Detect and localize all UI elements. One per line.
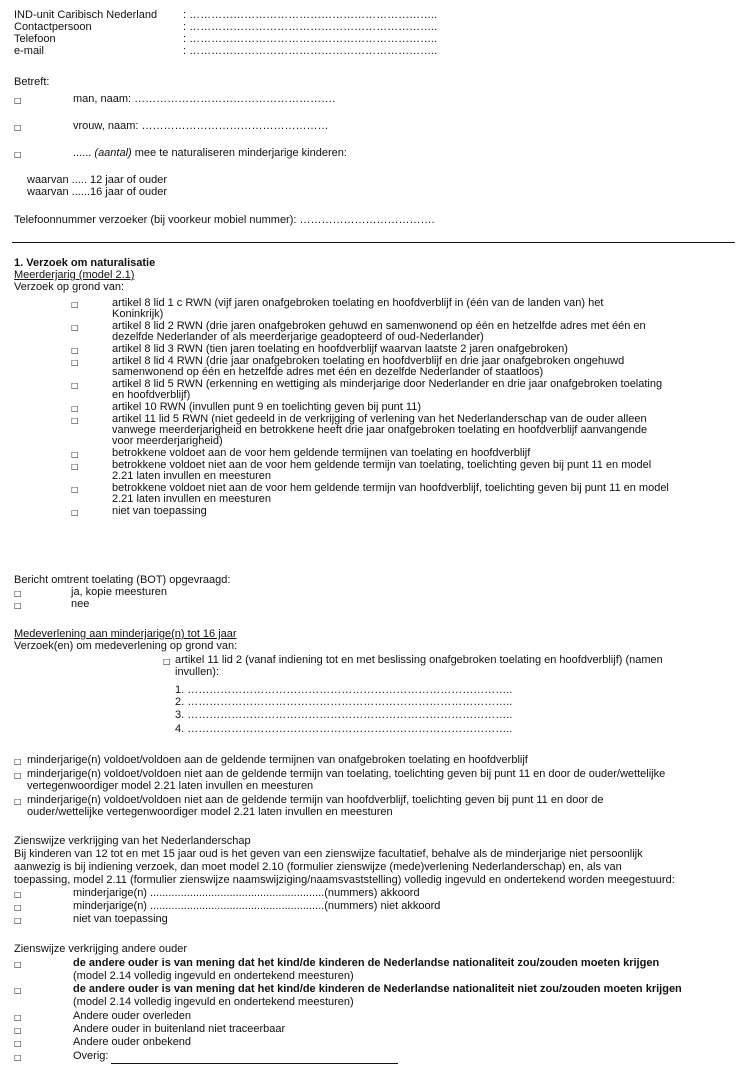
zienswijze-text-2: aanwezig is bij indiening verzoek, dan moet model 2.10 (formulier zienswijze (mede)verlening Nederlanderschap) en, als van <box>14 861 622 873</box>
kinderen-text: mee te naturaliseren minderjarige kinderen: <box>131 147 347 159</box>
medeverlening-option-text: minderjarige(n) voldoet/voldoen niet aan de geldende termijn van toelating, toelichting geven bij punt 11 en door de ouder/wettelijke <box>27 768 666 780</box>
section1-option-text: artikel 10 RWN (invullen punt 9 en toelichting geven bij punt 11) <box>112 401 421 413</box>
section1-option-text: 2.21 laten invullen en meesturen <box>112 470 271 482</box>
artikel-11-lid-2-line1: artikel 11 lid 2 (vanaf indiening tot en met beslissing onafgebroken toelating en hoofdverblijf) (namen <box>175 654 663 666</box>
checkbox-man[interactable]: □ <box>14 96 22 105</box>
medeverlening-grond-label: Verzoek(en) om medeverlening op grond van: <box>14 640 238 652</box>
andere-ouder-niet: de andere ouder is van mening dat het kind/de kinderen de Nederlandse nationaliteit niet zou/zouden moeten krijgen <box>73 983 682 995</box>
section1-option-text: voor meerderjarigheid) <box>112 435 223 447</box>
header-field-ind-unit[interactable]: : ………………………………………………………….. <box>183 9 438 21</box>
header-field-contactpersoon[interactable]: : ………………………………………………………….. <box>183 21 438 33</box>
checkbox-section1-option[interactable]: □ <box>71 462 79 471</box>
checkbox-buitenland[interactable]: □ <box>14 1026 22 1035</box>
checkbox-onbekend[interactable]: □ <box>14 1039 22 1048</box>
medeverlening-option-text: minderjarige(n) voldoet/voldoen aan de geldende termijnen van onafgebroken toelating en hoofdverblijf <box>27 754 528 766</box>
andere-ouder-buitenland: Andere ouder in buitenland niet traceerbaar <box>73 1023 286 1035</box>
andere-ouder-wel-note: (model 2.14 volledig ingevuld en ondertekend meesturen) <box>73 970 354 982</box>
medeverlening-option-text: minderjarige(n) voldoet/voldoen niet aan de geldende termijn van hoofdverblijf, toelichting geven bij punt 11 en door de <box>27 794 604 806</box>
header-label-ind-unit: IND-unit Caribisch Nederland <box>14 9 158 21</box>
checkbox-medeverlening-option[interactable]: □ <box>14 757 22 766</box>
checkbox-section1-option[interactable]: □ <box>71 323 79 332</box>
zienswijze-text-3: toepassing, model 2.11 (formulier zienswijze naamswijziging/naamsvaststelling) volledig ingevuld en ondertekend worden meegestuurd: <box>14 874 675 886</box>
bot-nee: nee <box>71 598 90 610</box>
checkbox-section1-option[interactable]: □ <box>71 485 79 494</box>
section1-option-text: niet van toepassing <box>112 505 207 517</box>
waarvan-16[interactable]: waarvan ......16 jaar of ouder <box>27 186 168 198</box>
betreft-man-name[interactable]: man, naam: ………………………………………………. <box>73 93 336 105</box>
checkbox-medeverlening-option[interactable]: □ <box>14 797 22 806</box>
checkbox-section1-option[interactable]: □ <box>71 381 79 390</box>
medeverlening-heading: Medeverlening aan minderjarige(n) tot 16 jaar <box>14 628 237 640</box>
section-divider <box>12 242 735 243</box>
header-label-contactpersoon: Contactpersoon <box>14 21 92 33</box>
bot-label: Bericht omtrent toelating (BOT) opgevraagd: <box>14 574 231 586</box>
name-field-1[interactable]: 1. …………………………………………………………………………….. <box>175 684 513 696</box>
zienswijze-heading: Zienswijze verkrijging van het Nederlanderschap <box>14 835 251 847</box>
checkbox-section1-option[interactable]: □ <box>71 508 79 517</box>
checkbox-section1-option[interactable]: □ <box>71 404 79 413</box>
andere-ouder-heading: Zienswijze verkrijging andere ouder <box>14 943 188 955</box>
kinderen-aantal: (aantal) <box>94 147 132 159</box>
checkbox-section1-option[interactable]: □ <box>71 346 79 355</box>
checkbox-zienswijze-nvt[interactable]: □ <box>14 916 22 925</box>
section1-option-text: samenwonend op één en hetzelfde adres met één en dezelfde Nederlander of staatloos) <box>112 366 544 378</box>
andere-ouder-onbekend: Andere ouder onbekend <box>73 1036 192 1048</box>
checkbox-section1-option[interactable]: □ <box>71 450 79 459</box>
checkbox-zienswijze-akkoord[interactable]: □ <box>14 890 22 899</box>
name-field-3[interactable]: 3. …………………………………………………………………………….. <box>175 709 513 721</box>
section1-option-text: betrokkene voldoet niet aan de voor hem geldende termijn van hoofdverblijf, toelichting geven bij punt 11 en model <box>112 482 669 494</box>
section1-option-text: artikel 8 lid 2 RWN (drie jaren onafgebroken gehuwd en samenwonend op één en hetzelfde adres met één en <box>112 320 646 332</box>
header-field-email[interactable]: : ………………………………………………………….. <box>183 45 438 57</box>
andere-ouder-wel: de andere ouder is van mening dat het kind/de kinderen de Nederlandse nationaliteit zou/zouden moeten krijgen <box>73 957 660 969</box>
checkbox-bot-nee[interactable]: □ <box>14 601 22 610</box>
zienswijze-niet-akkoord[interactable]: minderjarige(n) .........................................................(nummers) niet akkoord <box>73 900 441 912</box>
section1-option-text: artikel 8 lid 4 RWN (drie jaar onafgebroken toelating en hoofdverblijf en drie jaar onafgebroken ongehuwd <box>112 355 625 367</box>
section1-option-text: 2.21 laten invullen en meesturen <box>112 493 271 505</box>
checkbox-overig[interactable]: □ <box>14 1053 22 1062</box>
header-field-telefoon[interactable]: : ………………………………………………………….. <box>183 33 438 45</box>
section1-option-text: betrokkene voldoet aan de voor hem geldende termijnen van toelating en hoofdverblijf <box>112 447 531 459</box>
section1-option-text: betrokkene voldoet niet aan de voor hem geldende termijn van toelating, toelichting geven bij punt 11 en model <box>112 459 652 471</box>
section1-option-text: dezelfde Nederlander of als meerderjarige geadopteerd of oud-Nederlander) <box>112 331 484 343</box>
meerderjarig-heading: Meerderjarig (model 2.1) <box>14 269 135 281</box>
medeverlening-option-text: vertegenwoordiger model 2.21 laten invullen en meesturen <box>27 780 314 792</box>
checkbox-artikel-11-lid-2[interactable]: □ <box>163 657 171 666</box>
checkbox-vrouw[interactable]: □ <box>14 123 22 132</box>
checkbox-andere-ouder-niet[interactable]: □ <box>14 986 22 995</box>
section1-title: 1. Verzoek om naturalisatie <box>14 257 156 269</box>
section1-option-text: vanwege meerderjarigheid en betrokkene heeft drie jaar onafgebroken toelating en hoofdverblijf aanvangende <box>112 424 648 436</box>
checkbox-section1-option[interactable]: □ <box>71 358 79 367</box>
checkbox-kinderen[interactable]: □ <box>14 150 22 159</box>
kinderen-dots[interactable]: ...... <box>73 147 92 159</box>
name-field-2[interactable]: 2. …………………………………………………………………………….. <box>175 696 513 708</box>
checkbox-medeverlening-option[interactable]: □ <box>14 771 22 780</box>
header-label-telefoon: Telefoon <box>14 33 56 45</box>
section1-option-text: artikel 8 lid 5 RWN (erkenning en wettiging als minderjarige door Nederlander en drie jaar onafgebroken toelating <box>112 378 663 390</box>
telefoon-verzoeker[interactable]: Telefoonnummer verzoeker (bij voorkeur mobiel nummer): ………………………………. <box>14 214 435 226</box>
name-field-4[interactable]: 4. …………………………………………………………………………….. <box>175 723 513 735</box>
betreft-label: Betreft: <box>14 76 50 88</box>
checkbox-section1-option[interactable]: □ <box>71 300 79 309</box>
zienswijze-nvt: niet van toepassing <box>73 913 168 925</box>
zienswijze-text-1: Bij kinderen van 12 tot en met 15 jaar oud is het geven van een zienswijze facultatief, behalve als de minderjarige niet persoonlijk <box>14 848 643 860</box>
medeverlening-option-text: ouder/wettelijke vertegenwoordiger model 2.21 laten invullen en meesturen <box>27 806 393 818</box>
checkbox-bot-ja[interactable]: □ <box>14 589 22 598</box>
section1-option-text: en hoofdverblijf) <box>112 389 191 401</box>
header-label-email: e-mail <box>14 45 44 57</box>
section1-option-text: artikel 11 lid 5 RWN (niet gedeeld in de verkrijging of verlening van het Nederlanderschap van de ouder alleen <box>112 413 647 425</box>
andere-ouder-overleden: Andere ouder overleden <box>73 1010 192 1022</box>
overig-input-line[interactable] <box>111 1063 398 1064</box>
section1-option-text: Koninkrijk) <box>112 308 164 320</box>
betreft-vrouw-name[interactable]: vrouw, naam: …………………………………………… <box>73 120 329 132</box>
betreft-kinderen <box>73 148 347 159</box>
bot-ja: ja, kopie meesturen <box>71 586 167 598</box>
section1-option-text: artikel 8 lid 3 RWN (tien jaren toelating en hoofdverblijf waarvan laatste 2 jaren onafgebroken) <box>112 343 568 355</box>
checkbox-andere-ouder-wel[interactable]: □ <box>14 960 22 969</box>
verzoek-grond-label: Verzoek op grond van: <box>14 281 125 293</box>
checkbox-zienswijze-niet-akkoord[interactable]: □ <box>14 903 22 912</box>
section1-option-text: artikel 8 lid 1 c RWN (vijf jaren onafgebroken toelating en hoofdverblijf in (één van de landen van) het <box>112 297 604 309</box>
checkbox-section1-option[interactable]: □ <box>71 416 79 425</box>
artikel-11-lid-2-line2: invullen): <box>175 666 220 678</box>
checkbox-overleden[interactable]: □ <box>14 1013 22 1022</box>
andere-ouder-overig-label: Overig: <box>73 1050 109 1062</box>
waarvan-12[interactable]: waarvan ..... 12 jaar of ouder <box>27 174 168 186</box>
andere-ouder-niet-note: (model 2.14 volledig ingevuld en ondertekend meesturen) <box>73 996 354 1008</box>
zienswijze-akkoord[interactable]: minderjarige(n) .........................................................(nummers) akkoord <box>73 887 420 899</box>
